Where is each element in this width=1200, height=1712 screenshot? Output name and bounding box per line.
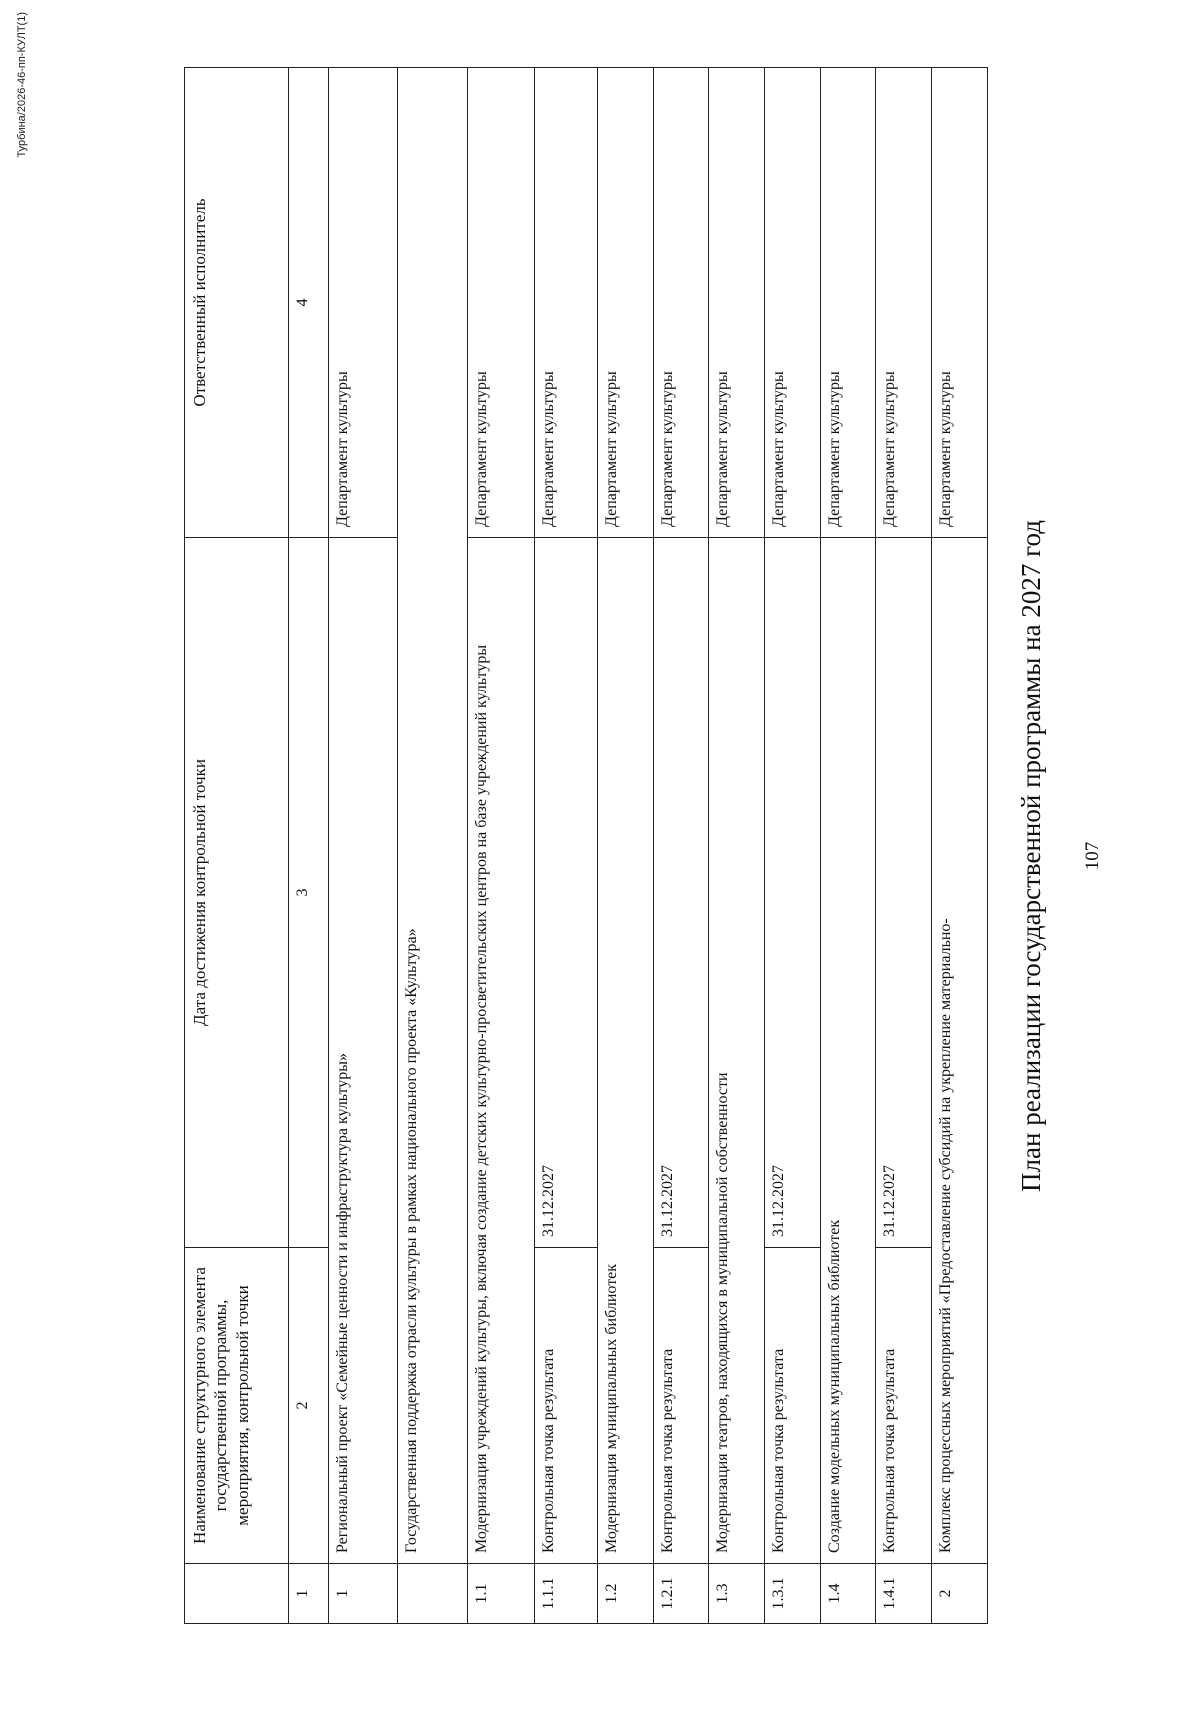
responsible-executor: Департамент культуры	[765, 68, 821, 538]
document-code: Турбина/2026-46-пп-КУЛТ(1)	[16, 12, 28, 158]
table-row	[709, 68, 765, 1624]
column-number-row	[289, 68, 328, 1624]
column-number: 4	[289, 68, 328, 538]
row-number: 1.3	[709, 1564, 765, 1624]
table-row	[535, 68, 598, 1624]
control-point-date: 31.12.2027	[765, 538, 821, 1248]
plan-table	[184, 67, 988, 1624]
row-number: 1.1.1	[535, 1564, 598, 1624]
responsible-executor: Департамент культуры	[709, 68, 765, 538]
responsible-executor: Департамент культуры	[932, 68, 988, 538]
row-number: 2	[932, 1564, 988, 1624]
table-row	[398, 68, 468, 1624]
element-name: Государственная поддержка отрасли культуры в рамках национального проекта «Культура»	[398, 68, 468, 1564]
table-row	[598, 68, 654, 1624]
table-row	[820, 68, 876, 1624]
column-number: 3	[289, 538, 328, 1248]
table-row	[328, 68, 398, 1624]
control-point-date: 31.12.2027	[876, 538, 932, 1248]
element-name: Модернизация учреждений культуры, включая создание детских культурно-просветительских центров на базе учреждений культуры	[468, 538, 535, 1564]
responsible-executor: Департамент культуры	[535, 68, 598, 538]
header-cell-number	[185, 1564, 289, 1624]
table-row	[468, 68, 535, 1624]
column-number: 1	[289, 1564, 328, 1624]
row-number	[398, 1564, 468, 1624]
page-title: План реализации государственной программы на 2027 год	[1016, 520, 1046, 1192]
page-number: 107	[1082, 841, 1103, 871]
row-number: 1	[328, 1564, 398, 1624]
responsible-executor: Департамент культуры	[328, 68, 398, 538]
element-name: Создание модельных муниципальных библиотек	[820, 538, 876, 1564]
element-name: Модернизация театров, находящихся в муниципальной собственности	[709, 538, 765, 1564]
row-number: 1.2	[598, 1564, 654, 1624]
plan-table-body	[185, 68, 988, 1624]
control-point-label: Контрольная точка результата	[653, 1248, 709, 1564]
row-number: 1.3.1	[765, 1564, 821, 1624]
header-cell-name: Наименование структурного элемента государственной программы, мероприятия, контрольной точки	[185, 1248, 289, 1564]
row-number: 1.4	[820, 1564, 876, 1624]
element-name: Комплекс процессных мероприятий «Предоставление субсидий на укрепление материально-	[932, 538, 988, 1564]
table-header-row	[185, 68, 289, 1624]
table-row	[765, 68, 821, 1624]
row-number: 1.1	[468, 1564, 535, 1624]
table-row	[932, 68, 988, 1624]
table-row	[653, 68, 709, 1624]
responsible-executor: Департамент культуры	[653, 68, 709, 538]
column-number: 2	[289, 1248, 328, 1564]
control-point-label: Контрольная точка результата	[876, 1248, 932, 1564]
control-point-label: Контрольная точка результата	[535, 1248, 598, 1564]
table-row	[876, 68, 932, 1624]
element-name: Региональный проект «Семейные ценности и инфраструктура культуры»	[328, 538, 398, 1564]
row-number: 1.4.1	[876, 1564, 932, 1624]
control-point-label: Контрольная точка результата	[765, 1248, 821, 1564]
responsible-executor: Департамент культуры	[468, 68, 535, 538]
header-cell-executor: Ответственный исполнитель	[185, 68, 289, 538]
responsible-executor: Департамент культуры	[598, 68, 654, 538]
row-number: 1.2.1	[653, 1564, 709, 1624]
header-cell-date: Дата достижения контрольной точки	[185, 538, 289, 1248]
element-name: Модернизация муниципальных библиотек	[598, 538, 654, 1564]
responsible-executor: Департамент культуры	[876, 68, 932, 538]
responsible-executor: Департамент культуры	[820, 68, 876, 538]
control-point-date: 31.12.2027	[653, 538, 709, 1248]
control-point-date: 31.12.2027	[535, 538, 598, 1248]
